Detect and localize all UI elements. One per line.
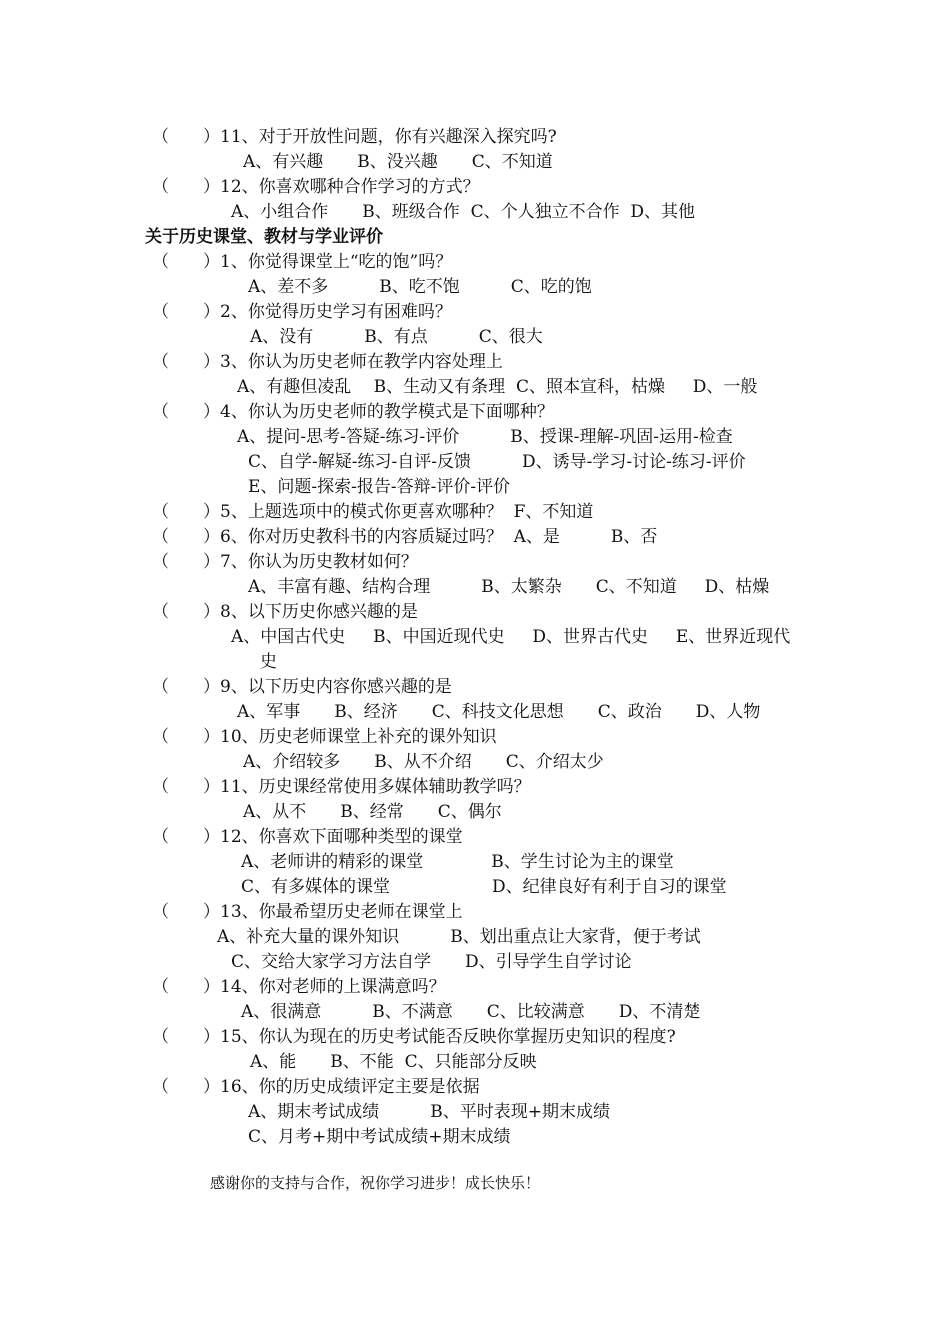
question-7-prompt: （ ）7、你认为历史教材如何？ [152,552,418,572]
question-8-options-wrap: 史 [260,652,277,672]
question-1-options: A、差不多 B、吃不饱 C、吃的饱 [248,277,592,297]
question-10-options: A、介绍较多 B、从不介绍 C、介绍太少 [243,752,604,772]
question-9-prompt: （ ）9、以下历史内容你感兴趣的是 [152,677,452,697]
question-15-options: A、能 B、不能 C、只能部分反映 [250,1052,537,1072]
question-12-prompt: （ ）12、你喜欢哪种合作学习的方式？ [152,177,480,197]
question-3-options: A、有趣但凌乱 B、生动又有条理 C、照本宣科，枯燥 D、一般 [237,377,758,397]
question-8-options: A、中国古代史 B、中国近现代史 D、世界古代史 E、世界近现代 [231,627,791,647]
question-11b-prompt: （ ）11、历史课经常使用多媒体辅助教学吗？ [152,777,531,797]
question-12b-options-row-2: C、有多媒体的课堂 D、纪律良好有利于自习的课堂 [241,877,727,897]
question-14-options: A、很满意 B、不满意 C、比较满意 D、不清楚 [241,1002,701,1022]
question-9-options: A、军事 B、经济 C、科技文化思想 C、政治 D、人物 [237,702,761,722]
question-4-prompt: （ ）4、你认为历史老师的教学模式是下面哪种？ [152,402,554,422]
question-13-options-row-2: C、交给大家学习方法自学 D、引导学生自学讨论 [231,952,632,972]
question-15-prompt: （ ）15、你认为现在的历史考试能否反映你掌握历史知识的程度? [152,1027,676,1047]
question-10-prompt: （ ）10、历史老师课堂上补充的课外知识 [152,727,497,747]
question-13-prompt: （ ）13、你最希望历史老师在课堂上 [152,902,463,922]
question-11-options: A、有兴趣 B、没兴趣 C、不知道 [243,152,553,172]
thank-you-note: 感谢你的支持与合作，祝你学习进步！成长快乐！ [210,1174,541,1192]
question-8-prompt: （ ）8、以下历史你感兴趣的是 [152,602,418,622]
question-13-options-row-1: A、补充大量的课外知识 B、划出重点让大家背，便于考试 [217,927,701,947]
section-heading: 关于历史课堂、教材与学业评价 [145,227,383,247]
question-16-options-row-1: A、期末考试成绩 B、平时表现+期末成绩 [248,1102,611,1122]
question-12b-options-row-1: A、老师讲的精彩的课堂 B、学生讨论为主的课堂 [241,852,674,872]
question-2-prompt: （ ）2、你觉得历史学习有困难吗？ [152,302,452,322]
question-4-options-row-1: A、提问-思考-答疑-练习-评价 B、授课-理解-巩固-运用-检查 [237,427,733,447]
question-16-prompt: （ ）16、你的历史成绩评定主要是依据 [152,1077,480,1097]
question-3-prompt: （ ）3、你认为历史老师在教学内容处理上 [152,352,503,372]
question-11-prompt: （ ）11、对于开放性问题，你有兴趣深入探究吗? [152,127,557,147]
question-1-prompt: （ ）1、你觉得课堂上“吃的饱”吗？ [152,252,453,272]
question-12b-prompt: （ ）12、你喜欢下面哪种类型的课堂 [152,827,463,847]
question-7-options: A、丰富有趣、结构合理 B、太繁杂 C、不知道 D、枯燥 [248,577,770,597]
question-16-options-row-2: C、月考+期中考试成绩+期末成绩 [248,1127,511,1147]
question-4-options-row-2: C、自学-解疑-练习-自评-反馈 D、诱导-学习-讨论-练习-评价 [248,452,746,472]
question-4-options-row-3: E、问题-探索-报告-答辩-评价-评价 [248,477,511,497]
question-12-options: A、小组合作 B、班级合作 C、个人独立不合作 D、其他 [231,202,696,222]
question-6-prompt: （ ）6、你对历史教科书的内容质疑过吗？ A、是 B、否 [152,527,658,547]
question-5-prompt: （ ）5、上题选项中的模式你更喜欢哪种？ F、不知道 [152,502,594,522]
question-14-prompt: （ ）14、你对老师的上课满意吗？ [152,977,446,997]
question-2-options: A、没有 B、有点 C、很大 [250,327,543,347]
question-11b-options: A、从不 B、经常 C、偶尔 [243,802,502,822]
